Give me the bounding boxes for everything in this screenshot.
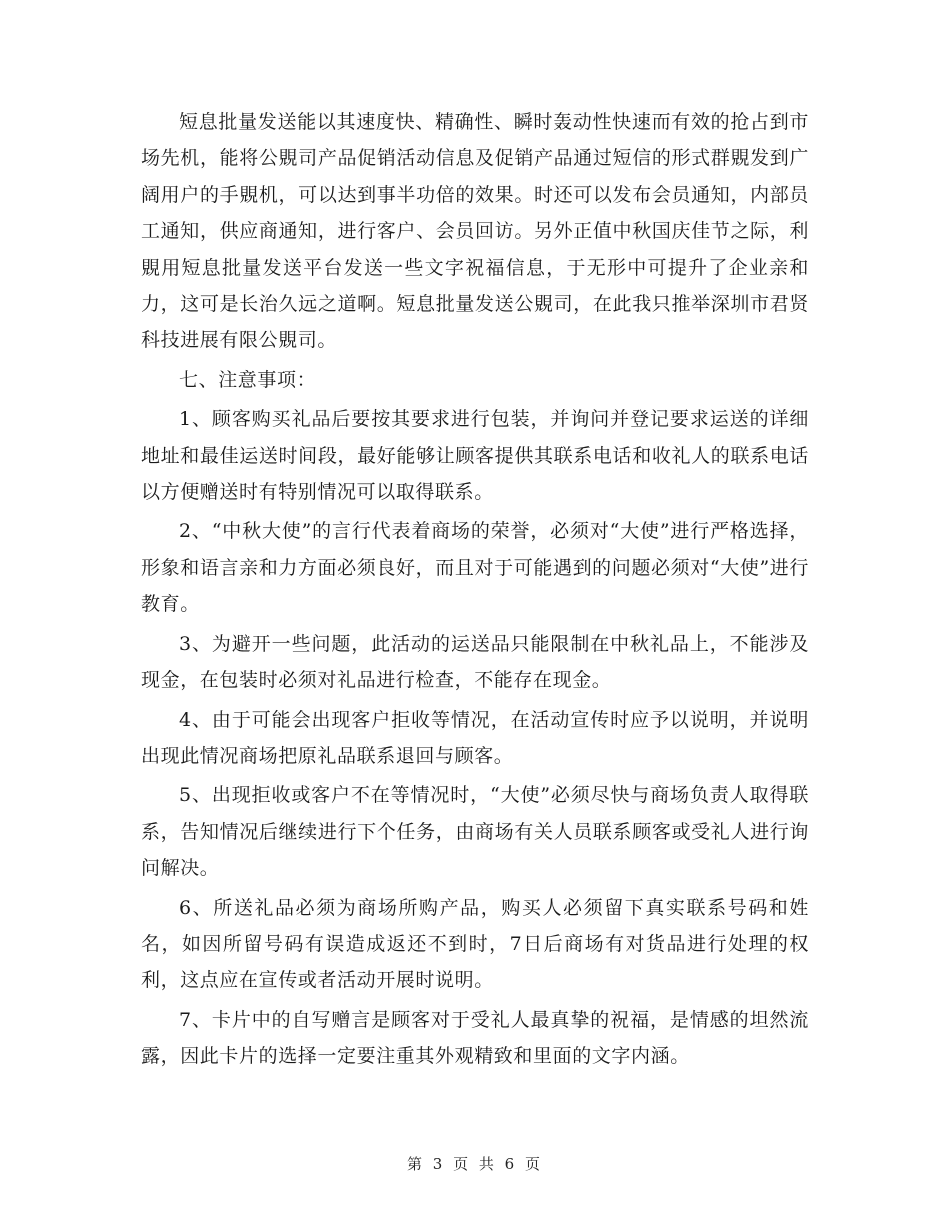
note-item-4: 4、由于可能会出现客户拒收等情况，在活动宣传时应予以说明，并说明出现此情况商场把原礼品联系退回与顾客。: [141, 708, 809, 767]
note-item-1: 1、顾客购买礼品后要按其要求进行包装，并询问并登记要求运送的详细地址和最佳运送时间段，最好能够让顾客提供其联系电话和收礼人的联系电话以方便赠送时有特别情况可以取得联系。: [141, 408, 809, 504]
section-heading-notes: 七、注意事项：: [179, 368, 317, 391]
paragraph-sms-marketing: 短息批量发送能以其速度快、精确性、瞬时轰动性快速而有效的抢占到市场先机，能将公覞司产品促销活动信息及促销产品通过短信的形式群覞发到广阔用户的手覞机，可以达到事半功倍的效果。时还可以发布会员通知，内部员工通知，供应商通知，进行客户、会员回访。另外正值中秋国庆佳节之际，利覞用短息批量发送平台发送一些文字祝福信息，于无形中可提升了企业亲和力，这可是长治久远之道啊。短息批量发送公覞司，在此我只推举深圳市君贤科技进展有限公覞司。: [141, 111, 809, 352]
note-item-6: 6、所送礼品必须为商场所购产品，购买人必须留下真实联系号码和姓名，如因所留号码有误造成返还不到时，7日后商场有对货品进行处理的权利，这点应在宣传或者活动开展时说明。: [141, 896, 809, 992]
document-body: [141, 104, 809, 1078]
note-item-5: 5、出现拒收或客户不在等情况时，“大使”必须尽快与商场负责人取得联系，告知情况后继续进行下个任务，由商场有关人员联系顾客或受礼人进行询问解决。: [141, 784, 809, 880]
note-item-3: 3、为避开一些问题，此活动的运送品只能限制在中秋礼品上，不能涉及现金，在包装时必须对礼品进行检查，不能存在现金。: [141, 632, 809, 692]
page-number-footer: 第 3 页 共 6 页: [407, 1155, 543, 1173]
note-item-7: 7、卡片中的自写赠言是顾客对于受礼人最真挚的祝福，是情感的坦然流露，因此卡片的选择一定要注重其外观精致和里面的文字内涵。: [141, 1008, 809, 1068]
note-item-2: 2、“中秋大使”的言行代表着商场的荣誉，必须对“大使”进行严格选择，形象和语言亲和力方面必须良好，而且对于可能遇到的问题必须对“大使”进行教育。: [141, 520, 809, 616]
